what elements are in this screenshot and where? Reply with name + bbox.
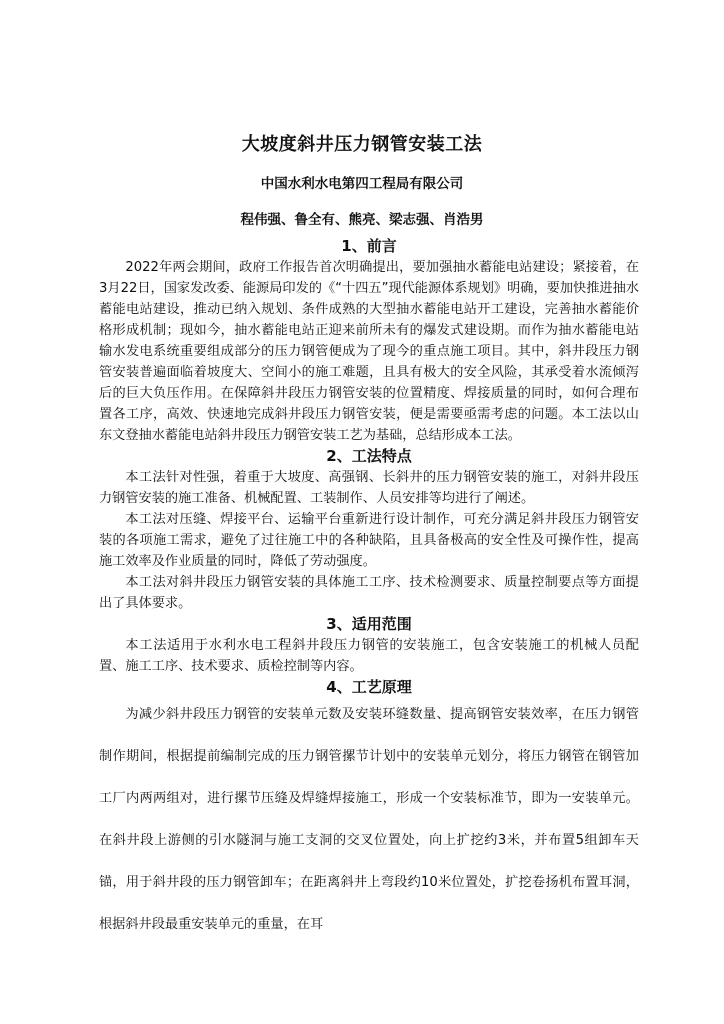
section-1-paragraph: 2022年两会期间，政府工作报告首次明确提出，要加强抽水蓄能电站建设；紧接着，在3月22日，国家发改委、能源局印发的《“十四五”现代能源体系规划》明确，要加快推进抽水蓄能电站建设，推动已纳入规划、条件成熟的大型抽水蓄能电站开工建设，完善抽水蓄能价格形成机制；现如今，抽水蓄能电站正迎来前所未有的爆发式建设期。而作为抽水蓄能电站输水发电系统重要组成部分的压力钢管便成为了现今的重点施工项目。其中，斜井段压力钢管安装普遍面临着坡度大、空间小的施工难题，且具有极大的安全风险，其承受着水流倾泻后的巨大负压作用。在保障斜井段压力钢管安装的位置精度、焊接质量的同时，如何合理布置各工序，高效、快速地完成斜井段压力钢管安装，便是需要亟需考虑的问题。本工法以山东文登抽水蓄能电站斜井段压力钢管安装工艺为基础，总结形成本工法。	[99, 260, 639, 443]
section-3-paragraph: 本工法适用于水利水电工程斜井段压力钢管的安装施工，包含安装施工的机械人员配置、施工工序、技术要求、质检控制等内容。	[99, 638, 639, 674]
section-2-paragraph-3: 本工法对斜井段压力钢管安装的具体施工工序、技术检测要求、质量控制要点等方面提出了具体要求。	[99, 575, 639, 611]
section-2-heading: 2、工法特点	[326, 447, 412, 465]
section-4-heading: 4、工艺原理	[326, 678, 412, 696]
section-2-paragraph-2: 本工法对压缝、焊接平台、运输平台重新进行设计制作，可充分满足斜井段压力钢管安装的各项施工需求，避免了过往施工中的各种缺陷，且具备极高的安全性及可操作性，提高施工效率及作业质量的同时，降低了劳动强度。	[99, 512, 639, 569]
section-3-heading: 3、适用范围	[326, 615, 412, 633]
section-4-body	[99, 694, 639, 946]
author-list: 程伟强、鲁全有、熊亮、梁志强、肖浩男	[240, 212, 484, 228]
section-4-paragraph: 为减少斜井段压力钢管的安装单元数及安装环缝数量、提高钢管安装效率，在压力钢管制作期间，根据提前编制完成的压力钢管摞节计划中的安装单元划分，将压力钢管在钢管加工厂内两两组对，进行摞节压缝及焊缝焊接施工，形成一个安装标准节，即为一安装单元。在斜井段上游侧的引水隧洞与施工支洞的交叉位置处，向上扩挖约3米，并布置5组卸车天锚，用于斜井段的压力钢管卸车；在距离斜井上弯段约10米位置处，扩挖卷扬机布置耳洞，根据斜井段最重安装单元的重量，在耳	[99, 707, 639, 932]
organization-name: 中国水利水电第四工程局有限公司	[260, 176, 464, 192]
section-2-paragraph-1: 本工法针对性强，着重于大坡度、高强钢、长斜井的压力钢管安装的施工，对斜井段压力钢管安装的施工准备、机械配置、工装制作、人员安排等均进行了阐述。	[99, 470, 639, 506]
document-title: 大坡度斜井压力钢管安装工法	[241, 134, 483, 155]
document-body	[99, 236, 639, 698]
section-1-heading: 1、前言	[341, 237, 397, 255]
